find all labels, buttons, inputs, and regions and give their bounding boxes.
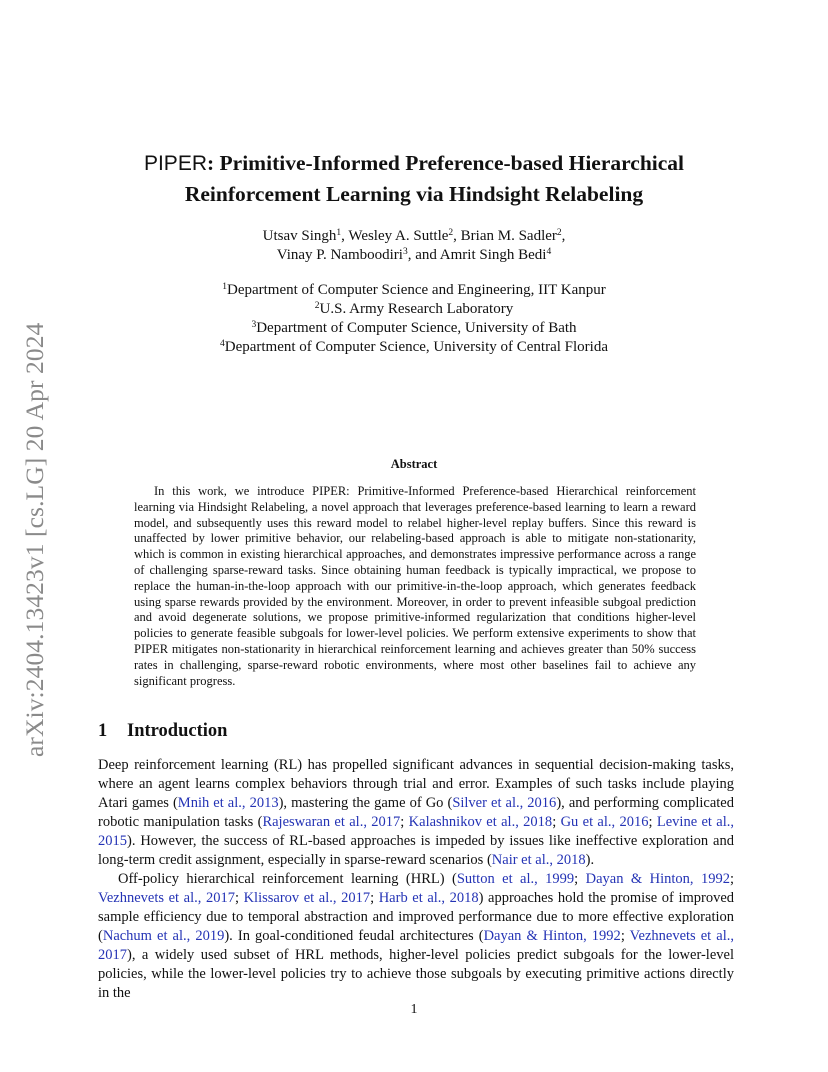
author-list: [95, 227, 733, 265]
citation-link[interactable]: Vezhnevets et al., 2017: [98, 928, 734, 963]
text-run: ).: [585, 852, 595, 868]
citation-link[interactable]: Nachum et al., 2019: [102, 928, 225, 944]
text-run: ). However, the success of RL-based approaches is impeded by issues like ineffective exploration and long-term credit assignment, especially in sparse-reward scenarios (: [98, 833, 734, 868]
citation-link[interactable]: Rajeswaran et al., 2017: [262, 814, 401, 830]
text-run: Deep reinforcement learning (RL) has propelled significant advances in sequential decision-making tasks, where an agent learns complex behaviors through trial and error. Examples of such tasks include playing Atari games (: [98, 757, 734, 811]
text-run: ;: [620, 928, 630, 944]
text-run: ;: [648, 814, 657, 830]
citation-link[interactable]: Mnih et al., 2013: [177, 795, 279, 811]
abstract-body: In this work, we introduce PIPER: Primitive-Informed Preference-based Hierarchical reinforcement learning via Hindsight Relabeling, a novel approach that leverages preference-based learning to learn a reward model, and subsequently uses this reward model to relabel higher-level replay buffers. Since this reward is unaffected by lower primitive behavior, our relabeling-based approach is able to mitigate non-stationarity, which is common in existing hierarchical approaches, and demonstrates impressive performance across a range of challenging sparse-reward tasks. Since obtaining human feedback is typically impractical, we propose to replace the human-in-the-loop approach with our primitive-in-the-loop approach, which generates feedback using sparse rewards provided by the environment. Moreover, in order to prevent infeasible subgoal prediction and avoid degenerate solutions, we propose primitive-informed regularization that conditions higher-level policies to generate feasible subgoals for lower-level policies. We perform extensive experiments to show that PIPER mitigates non-stationarity in hierarchical reinforcement learning and achieves greater than 50% success rates in challenging, sparse-reward robotic environments, where most other baselines fail to achieve any significant progress.: [134, 484, 696, 688]
affiliation: $^1$Department of Computer Science and Engineering, IIT Kanpur: [222, 282, 606, 298]
section-number: 1: [98, 721, 108, 741]
affiliation: $^3$Department of Computer Science, University of Bath: [251, 320, 577, 336]
section-title: Introduction: [127, 721, 228, 741]
text-run: ), mastering the game of Go (: [278, 795, 453, 811]
text-run: ;: [234, 890, 244, 906]
citation-link[interactable]: Sutton et al., 1999: [456, 871, 575, 887]
text-run: ;: [552, 814, 561, 830]
citation-link[interactable]: Kalashnikov et al., 2018: [408, 814, 553, 830]
page-number: 1: [410, 1002, 418, 1017]
text-run: ) approaches hold the promise of improved sample efficiency due to temporal abstraction and improved performance due to more effective exploration (: [98, 890, 735, 944]
abstract-heading: Abstract: [390, 457, 438, 471]
title-system-name: PIPER: [143, 152, 207, 175]
affiliation: $^4$Department of Computer Science, University of Central Florida: [220, 339, 608, 355]
citation-link[interactable]: Dayan & Hinton, 1992: [585, 871, 730, 887]
arxiv-stamp: [18, 287, 52, 757]
citation-link[interactable]: Gu et al., 2016: [560, 814, 649, 830]
section-heading: [98, 719, 498, 743]
citation-link[interactable]: Levine et al., 2015: [98, 814, 734, 849]
affiliation-list: [95, 281, 733, 357]
citation-link[interactable]: Klissarov et al., 2017: [243, 890, 371, 906]
text-run: ;: [729, 871, 734, 887]
author: Amrit Singh Bedi$^4$: [439, 247, 552, 263]
text-run: Off-policy hierarchical reinforcement learning (HRL) (: [118, 871, 457, 887]
text-run: ;: [574, 871, 586, 887]
text-run: ). In goal-conditioned feudal architectures (: [224, 928, 484, 944]
paper-title: [95, 148, 733, 209]
citation-link[interactable]: Silver et al., 2016: [452, 795, 557, 811]
text-run: ;: [400, 814, 409, 830]
citation-link[interactable]: Dayan & Hinton, 1992: [483, 928, 621, 944]
introduction-body: [98, 756, 734, 1003]
paragraph: [98, 756, 734, 870]
affiliation: $^2$U.S. Army Research Laboratory: [314, 301, 514, 317]
arxiv-identifier: arXiv:2404.13423v1 [cs.LG] 20 Apr 2024: [20, 322, 49, 757]
title-line2: Reinforcement Learning via Hindsight Relabeling: [184, 182, 644, 206]
paragraph: [98, 870, 734, 1003]
author: Wesley A. Suttle$^2$,: [348, 228, 461, 244]
citation-link[interactable]: Vezhnevets et al., 2017: [98, 890, 235, 906]
author: Vinay P. Namboodiri$^3$, and: [276, 247, 440, 263]
text-run: ), a widely used subset of HRL methods, higher-level policies predict subgoals for the lower-level policies, while the lower-level policies try to achieve those subgoals by executing primitive actions directly in the: [98, 947, 734, 1001]
text-run: ), and performing complicated robotic manipulation tasks (: [98, 795, 734, 830]
citation-link[interactable]: Harb et al., 2018: [378, 890, 479, 906]
citation-link[interactable]: Nair et al., 2018: [491, 852, 586, 868]
author: Brian M. Sadler$^2$,: [460, 228, 566, 244]
text-run: ;: [370, 890, 379, 906]
author: Utsav Singh$^1$,: [262, 228, 349, 244]
title-line1: : Primitive-Informed Preference-based Hierarchical: [207, 151, 685, 175]
